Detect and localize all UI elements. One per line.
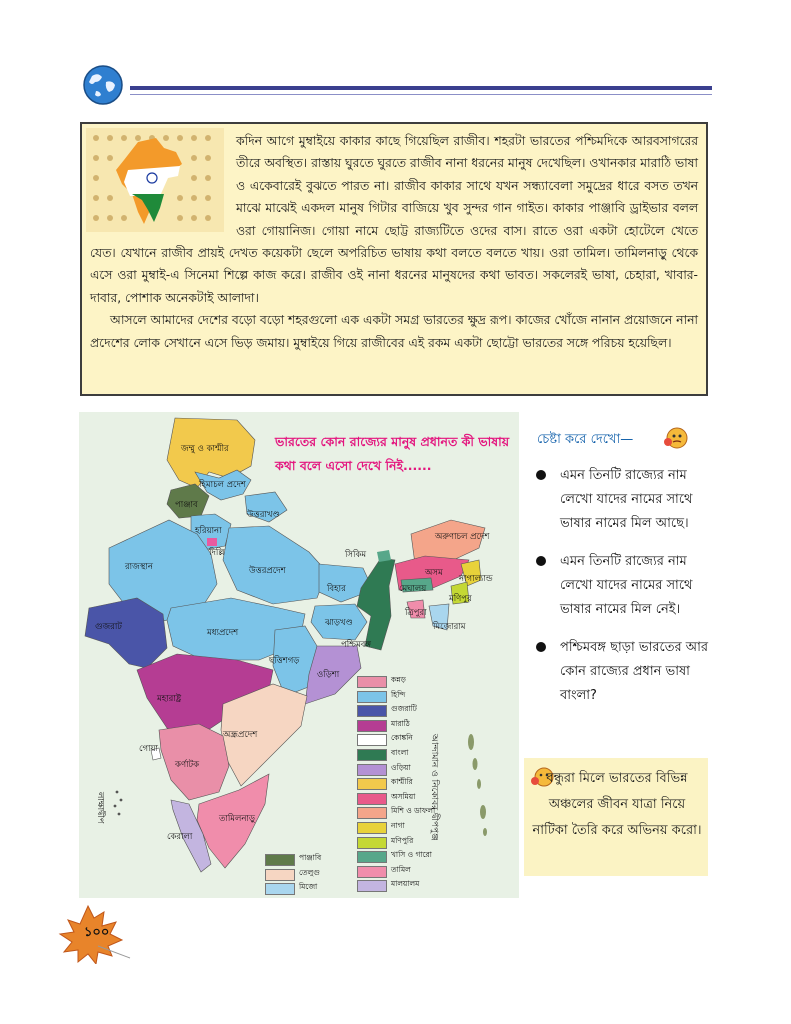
state-label: হরিয়ানা <box>195 526 222 536</box>
state-label: মধ্যপ্রদেশ <box>207 628 239 638</box>
question-item <box>536 464 716 536</box>
header-rule-thin <box>130 94 712 95</box>
state-label: কর্ণাটক <box>175 760 200 770</box>
legend-item <box>357 703 487 718</box>
state-label: কেরালা <box>167 832 193 842</box>
legend-item <box>357 718 487 733</box>
legend-label: মিশি ও ডাফলা <box>391 806 436 816</box>
story-text <box>90 130 698 354</box>
state-label: উত্তরপ্রদেশ <box>249 566 286 576</box>
story-paragraph-1: কদিন আগে মুম্বাইয়ে কাকার কাছে গিয়েছিল রাজীব। শহরটা ভারতের পশ্চিমদিকে আরবসাগরের তীরে অবস্থিত। রাস্তায় ঘুরতে ঘুরতে রাজীব নানা ধরনের মানুষ দেখেছিল। ওখানকার মারাঠি ভাষা ও একেবারেই বুঝতে পারত না। রাজীব কাকার সাথে যখন সন্ধ্যাবেলা সমুদ্রের ধারে বসত তখন মাঝে মাঝেই একদল মানুষ গিটার বাজিয়ে খুব সুন্দর গান গাইত। কাকার পাঞ্জাবি ড্রাইভার বলল ওরা গোয়ানিজ। গোয়া নামে ছোট্ট রাজ্যটিতে ওদের বাস। রাতে ওরা একটা হোটেলে খেতে যেত। যেখানে রাজীব প্রায়ই দেখত কয়েকটা ছেলে অপরিচিত ভাষায় কথা বলতে বলতে খায়। ওরা তামিল। তামিলনাড়ু থেকে এসে ওরা মুম্বাই-এ সিনেমা শিল্পে কাজ করে। রাজীব ওই নানা ধরনের মানুষদের কথা ভাবত। সকলেরই ভাষা, চেহারা, খাবার-দাবার, পোশাক অনেকটাই আলাদা। <box>90 134 698 305</box>
state-label: পশ্চিমবঙ্গ <box>341 640 372 650</box>
legend-swatch <box>357 851 387 863</box>
legend-swatch <box>357 866 387 878</box>
map-caption: ভারতের কোন রাজ্যের মানুষ প্রধানত কী ভাষায় কথা বলে এসো দেখে নিই...... <box>275 434 510 473</box>
legend-swatch <box>265 854 295 866</box>
legend-item <box>357 820 487 835</box>
question-item <box>536 636 716 708</box>
state-label: গোয়া <box>139 744 158 754</box>
map-legend <box>357 674 487 893</box>
header-rule <box>130 86 712 90</box>
story-box <box>80 122 708 396</box>
bullet-icon <box>536 470 546 480</box>
legend-label: ওড়িয়া <box>391 762 411 772</box>
legend-swatch <box>357 793 387 805</box>
india-language-map <box>79 412 519 898</box>
state-label: পাঞ্জাব <box>175 500 198 510</box>
legend-item <box>357 747 487 762</box>
state-label: হিমাচল প্রদেশ <box>199 480 246 490</box>
question-item <box>536 550 716 622</box>
state-label: মহারাষ্ট্র <box>157 694 182 704</box>
legend-item <box>265 852 345 867</box>
bullet-icon <box>536 556 546 566</box>
state-label: অন্ধ্রপ্রদেশ <box>223 730 258 740</box>
legend-label: খাসি ও গারো <box>391 850 432 860</box>
legend-swatch <box>357 734 387 746</box>
legend-label: মিজো <box>299 882 318 892</box>
legend-swatch <box>265 883 295 895</box>
state-label: ত্রিপুরা <box>405 608 427 618</box>
legend-swatch <box>357 691 387 703</box>
legend-item <box>357 849 487 864</box>
activity-box <box>524 758 708 876</box>
legend-label: মালয়ালম <box>391 879 420 889</box>
legend-item <box>357 805 487 820</box>
legend-item <box>357 878 487 893</box>
state-label: গুজরাট <box>95 622 122 632</box>
state-label: জম্মু ও কাশ্মীর <box>181 444 229 454</box>
question-text: এমন তিনটি রাজ্যের নাম লেখো যাদের নামের সাথে ভাষার নামের মিল নেই। <box>560 554 693 617</box>
state-label: রাজস্থান <box>125 562 153 572</box>
legend-item <box>357 674 487 689</box>
legend-item <box>357 689 487 704</box>
legend-item <box>357 762 487 777</box>
question-text: এমন তিনটি রাজ্যের নাম লেখো যাদের নামের সাথে ভাষার নামের মিল আছে। <box>560 468 693 531</box>
legend-label: পাঞ্জাবি <box>299 853 322 862</box>
legend-label: নাগা <box>391 820 405 830</box>
legend-item <box>357 732 487 747</box>
legend-label: অসমিয়া <box>391 791 416 801</box>
legend-item <box>357 864 487 879</box>
andaman-label: আন্দামান ও নিকোবর দ্বীপপুঞ্জ <box>429 734 439 841</box>
state-label: অসম <box>425 568 443 578</box>
legend-label: কন্নড় <box>391 675 406 684</box>
state-label: মেঘালয় <box>399 584 427 594</box>
legend-label: তেলুগু <box>299 867 320 877</box>
legend-swatch <box>357 676 387 688</box>
legend-label: কোঙ্কনি <box>391 733 413 743</box>
state-label: বিহার <box>327 584 346 594</box>
legend-label: হিন্দি <box>391 689 406 699</box>
legend-item <box>265 867 345 882</box>
legend-item <box>357 835 487 850</box>
state-label: নাগাল্যান্ড <box>459 574 493 584</box>
legend-item <box>357 791 487 806</box>
state-label: সিকিম <box>345 550 367 560</box>
state-label: ওড়িশা <box>317 670 340 680</box>
state-label: মিজোরাম <box>433 622 466 632</box>
state-label: তামিলনাড়ু <box>219 814 255 824</box>
map-legend-secondary <box>265 852 345 896</box>
legend-label: বাংলা <box>391 747 409 757</box>
activity-text: বন্ধুরা মিলে ভারতের বিভিন্ন অঞ্চলের জীবন যাত্রা নিয়ে নাটিকা তৈরি করে অভিনয় করো। <box>532 771 702 838</box>
state-label: মণিপুর <box>449 594 472 604</box>
page-number: ১০০ <box>84 925 110 940</box>
bullet-icon <box>536 642 546 652</box>
legend-swatch <box>357 764 387 776</box>
legend-swatch <box>357 880 387 892</box>
legend-item <box>357 776 487 791</box>
story-paragraph-2: আসলে আমাদের দেশের বড়ো বড়ো শহরগুলো এক একটা সমগ্র ভারতের ক্ষুদ্র রূপ। কাজের খোঁজে নানান প্রয়োজনে নানা প্রদেশের লোক সেখানে এসে ভিড় জমায়। মুম্বাইয়ে গিয়ে রাজীবের এই রকম একটা ছোট্টো ভারতের সঙ্গে পরিচয় হয়েছিল। <box>90 313 698 350</box>
legend-label: গুজরাটি <box>391 704 417 714</box>
try-title: চেষ্টা করে দেখো— <box>537 432 634 447</box>
state-label: ঝাড়খণ্ড <box>325 618 353 628</box>
legend-swatch <box>357 705 387 717</box>
state-label: উত্তরাখণ্ড <box>247 510 280 520</box>
legend-swatch <box>357 720 387 732</box>
legend-swatch <box>357 749 387 761</box>
state-label: অরুণাচল প্রদেশ <box>435 532 490 542</box>
legend-label: মণিপুরি <box>391 835 414 845</box>
question-text: পশ্চিমবঙ্গ ছাড়া ভারতের আর কোন রাজ্যের প্রধান ভাষা বাংলা? <box>560 640 709 703</box>
state-label: ছত্তিশগড় <box>269 656 300 666</box>
legend-item <box>265 881 345 896</box>
globe-icon <box>82 64 124 106</box>
state-label: লাক্ষাদ্বীপ <box>95 792 105 824</box>
legend-swatch <box>265 869 295 881</box>
legend-label: কাশ্মীরি <box>391 777 413 787</box>
legend-label: তামিল <box>391 864 411 874</box>
legend-swatch <box>357 778 387 790</box>
legend-swatch <box>357 822 387 834</box>
legend-label: মারাঠি <box>391 718 410 728</box>
thinking-face-icon <box>662 424 690 450</box>
legend-swatch <box>357 807 387 819</box>
legend-swatch <box>357 837 387 849</box>
state-label: দিল্লি <box>209 548 225 558</box>
